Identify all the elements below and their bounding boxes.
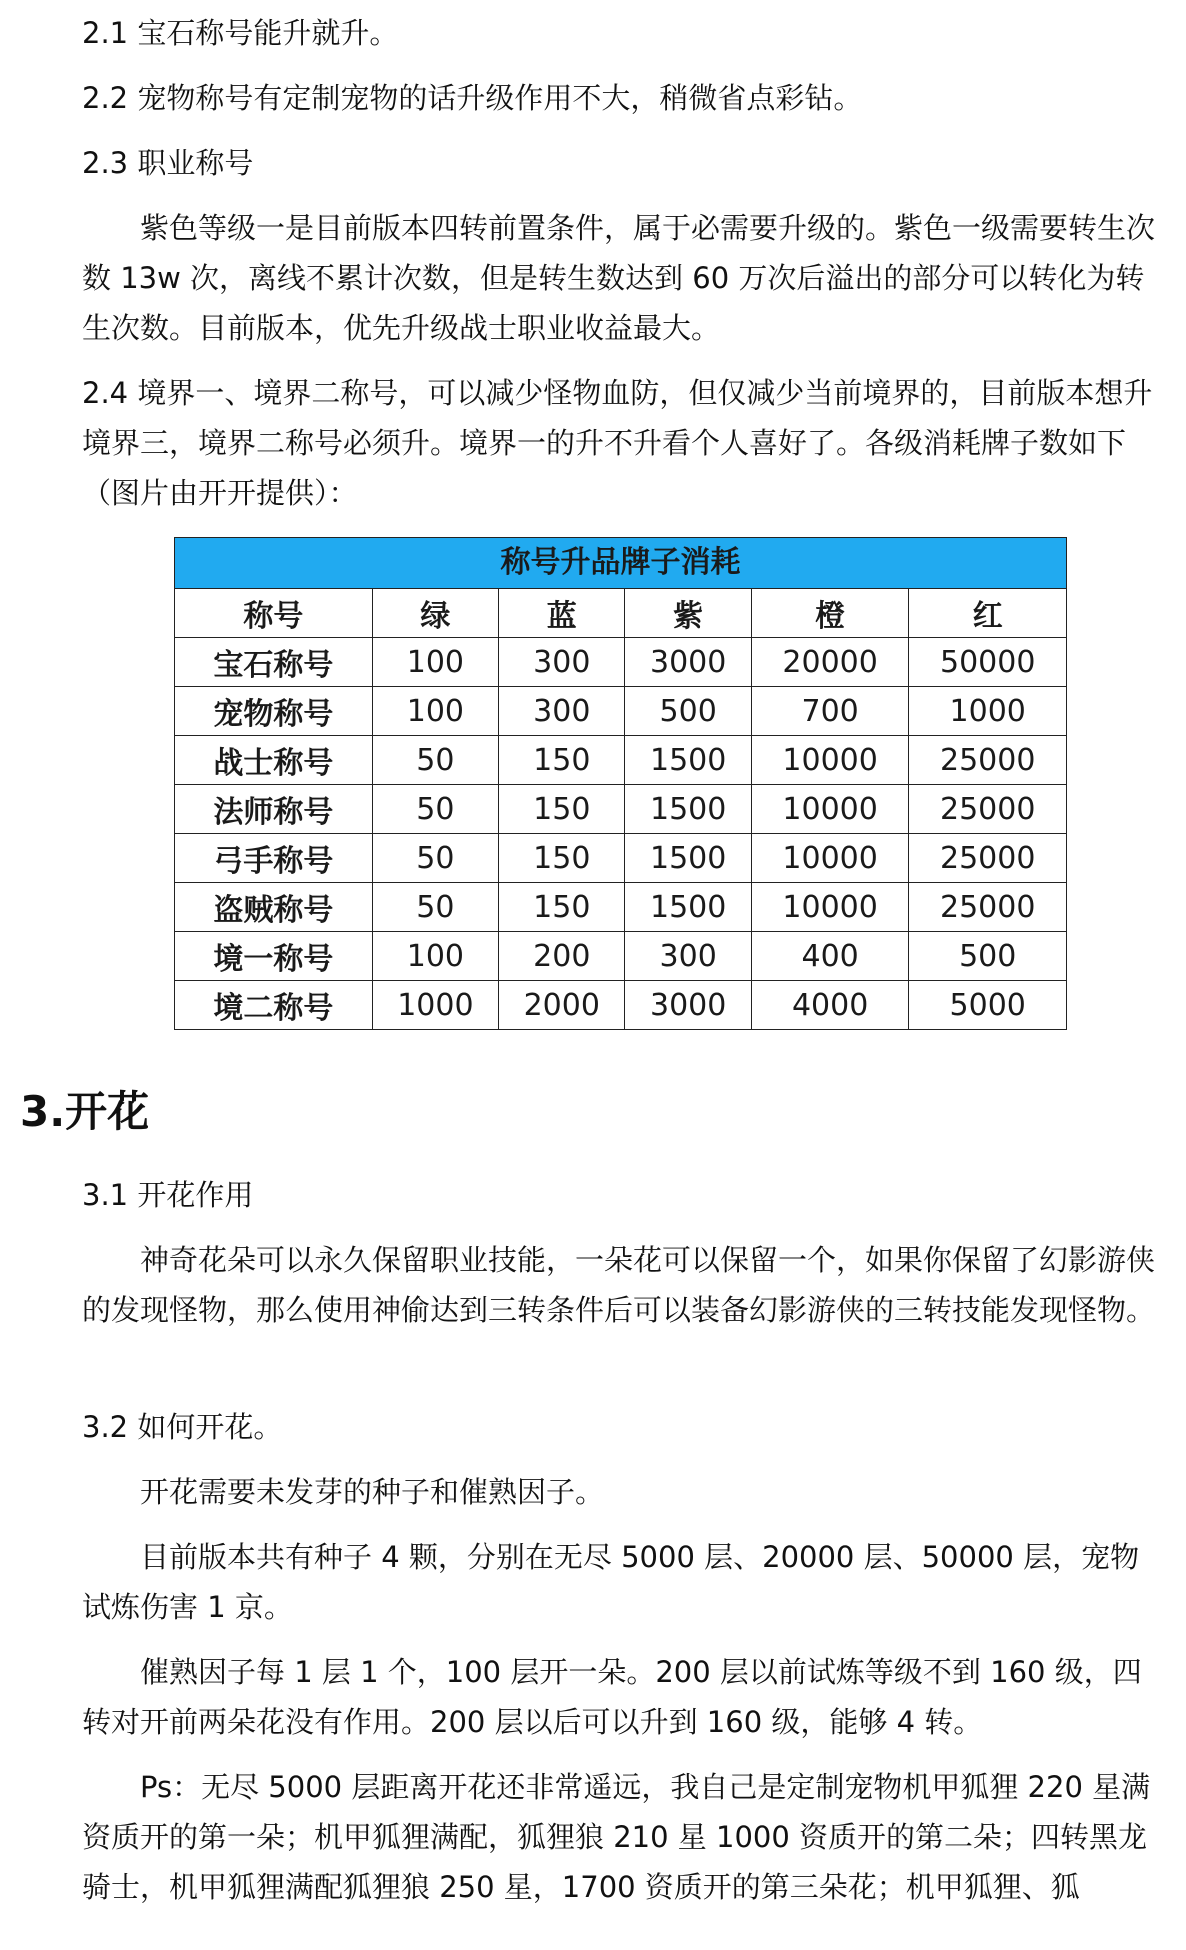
table-cell: 10000: [751, 883, 909, 932]
table-cell: 1000: [372, 981, 498, 1030]
table-cell: 50000: [909, 638, 1067, 687]
table-header-cell: 称号: [175, 589, 373, 638]
table-row: [175, 687, 1067, 736]
paragraph-2-4: 2.4 境界一、境界二称号，可以减少怪物血防，但仅减少当前境界的，目前版本想升境界三，境界二称号必须升。境界一的升不升看个人喜好了。各级消耗牌子数如下（图片由开开提供）：: [82, 376, 1153, 510]
table-cell: 150: [499, 785, 625, 834]
paragraph-3-1-body: 神奇花朵可以永久保留职业技能，一朵花可以保留一个，如果你保留了幻影游侠的发现怪物，那么使用神偷达到三转条件后可以装备幻影游侠的三转技能发现怪物。: [82, 1243, 1156, 1327]
table-cell: 10000: [751, 736, 909, 785]
table-cell: 10000: [751, 834, 909, 883]
table-cell: 1000: [909, 687, 1067, 736]
table-cell: 500: [909, 932, 1067, 981]
paragraph-2-3-body: 紫色等级一是目前版本四转前置条件，属于必需要升级的。紫色一级需要转生次数 13w 次，离线不累计次数，但是转生数达到 60 万次后溢出的部分可以转化为转生次数。目前版本，优先升级战士职业收益最大。: [82, 211, 1156, 345]
table-row-label: 战士称号: [175, 736, 373, 785]
table-row-label: 弓手称号: [175, 834, 373, 883]
table-cell: 50: [372, 785, 498, 834]
table-cell: 10000: [751, 785, 909, 834]
section-3-heading: 3.开花: [20, 1087, 150, 1136]
table-cell: 1500: [625, 883, 751, 932]
table-cell: 200: [499, 932, 625, 981]
table-cell: 150: [499, 883, 625, 932]
table-row-label: 法师称号: [175, 785, 373, 834]
table-cell: 1500: [625, 785, 751, 834]
table-header-cell: 红: [909, 589, 1067, 638]
table-cell: 100: [372, 638, 498, 687]
paragraph-3-2-b: 目前版本共有种子 4 颗，分别在无尽 5000 层、20000 层、50000 层，宠物试炼伤害 1 京。: [82, 1540, 1140, 1624]
table-cell: 4000: [751, 981, 909, 1030]
table-cell: 50: [372, 834, 498, 883]
table-row-label: 宠物称号: [175, 687, 373, 736]
table-row: [175, 932, 1067, 981]
table-cell: 150: [499, 834, 625, 883]
table-cell: 400: [751, 932, 909, 981]
table-row: [175, 834, 1067, 883]
title-upgrade-cost-table: [174, 537, 1067, 1030]
table-cell: 300: [625, 932, 751, 981]
table-row: [175, 785, 1067, 834]
table-cell: 700: [751, 687, 909, 736]
table-cell: 2000: [499, 981, 625, 1030]
paragraph-3-2-c: 催熟因子每 1 层 1 个，100 层开一朵。200 层以前试炼等级不到 160 级，四转对开前两朵花没有作用。200 层以后可以升到 160 级，能够 4 转。: [82, 1655, 1142, 1739]
table-header-cell: 蓝: [499, 589, 625, 638]
table-cell: 25000: [909, 883, 1067, 932]
paragraph-3-2-a: 开花需要未发芽的种子和催熟因子。: [140, 1475, 605, 1509]
table-row: [175, 736, 1067, 785]
table-cell: 300: [499, 638, 625, 687]
paragraph-3-2-heading: 3.2 如何开花。: [82, 1410, 283, 1444]
table-cell: 3000: [625, 981, 751, 1030]
table-header-cell: 紫: [625, 589, 751, 638]
table-cell: 100: [372, 932, 498, 981]
table-cell: 20000: [751, 638, 909, 687]
table-cell: 50: [372, 883, 498, 932]
paragraph-2-3-heading: 2.3 职业称号: [82, 146, 254, 180]
paragraph-3-1-heading: 3.1 开花作用: [82, 1178, 254, 1212]
table-cell: 1500: [625, 736, 751, 785]
table-cell: 50: [372, 736, 498, 785]
table-header-cell: 绿: [372, 589, 498, 638]
paragraph-3-2-d: Ps：无尽 5000 层距离开花还非常遥远，我自己是定制宠物机甲狐狸 220 星满资质开的第一朵；机甲狐狸满配，狐狸狼 210 星 1000 资质开的第二朵；四转黑龙骑士，机甲狐狸满配狐狸狼 250 星，1700 资质开的第三朵花；机甲狐狸、狐: [82, 1770, 1151, 1904]
table-row: [175, 883, 1067, 932]
table-title: 称号升品牌子消耗: [174, 537, 1067, 588]
paragraph-2-1: 2.1 宝石称号能升就升。: [82, 16, 399, 50]
table-cell: 150: [499, 736, 625, 785]
table-header-row: [175, 589, 1067, 638]
table-row-label: 境一称号: [175, 932, 373, 981]
table-cell: 100: [372, 687, 498, 736]
table-row: [175, 981, 1067, 1030]
table-cell: 1500: [625, 834, 751, 883]
table-row-label: 宝石称号: [175, 638, 373, 687]
table-cell: 5000: [909, 981, 1067, 1030]
table-cell: 300: [499, 687, 625, 736]
table-cell: 25000: [909, 834, 1067, 883]
table-row: [175, 638, 1067, 687]
table-row-label: 盗贼称号: [175, 883, 373, 932]
table-cell: 25000: [909, 785, 1067, 834]
table-row-label: 境二称号: [175, 981, 373, 1030]
table-header-cell: 橙: [751, 589, 909, 638]
table-cell: 500: [625, 687, 751, 736]
table-cell: 25000: [909, 736, 1067, 785]
table-cell: 3000: [625, 638, 751, 687]
paragraph-2-2: 2.2 宠物称号有定制宠物的话升级作用不大，稍微省点彩钻。: [82, 81, 863, 115]
